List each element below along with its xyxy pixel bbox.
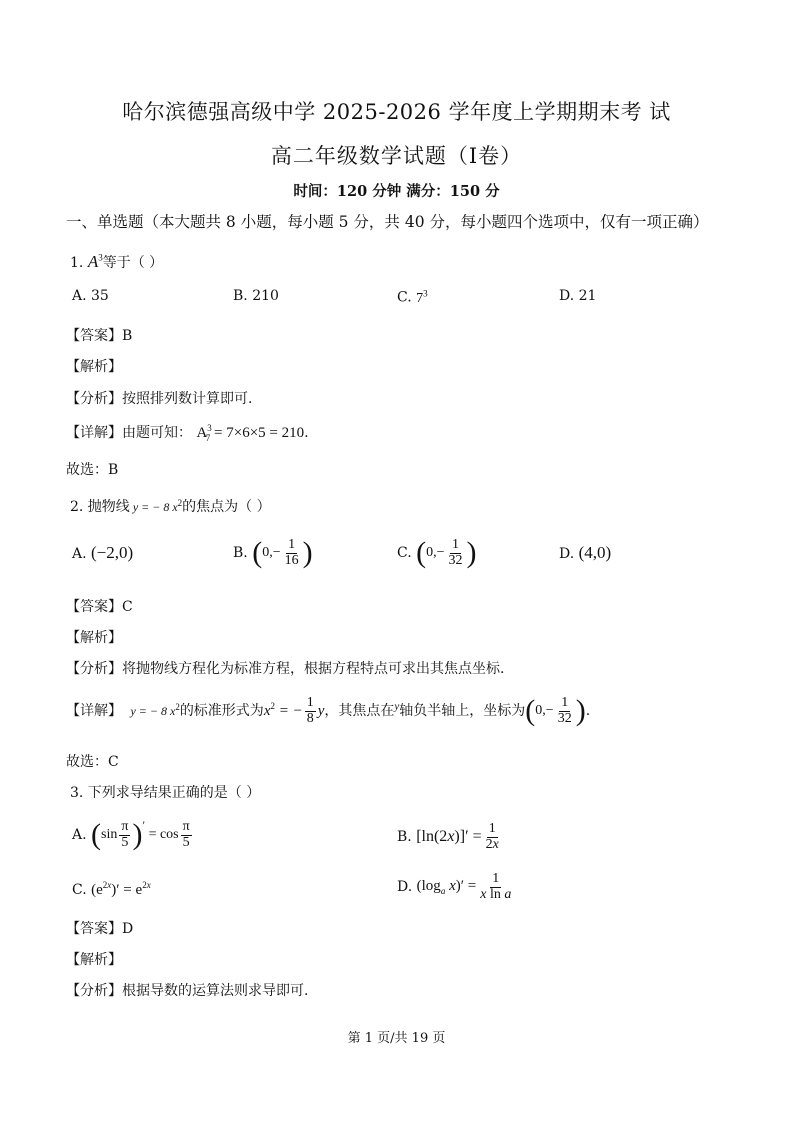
q1-option-c <box>397 288 428 307</box>
q1-detail-label: 【详解】由题可知： <box>66 425 192 441</box>
q2-answer: 【答案】C <box>66 599 133 615</box>
section-title: 一、单选题（本大题共 8 小题，每小题 5 分，共 40 分，每小题四个选项中，仅有一项正确） <box>66 213 709 231</box>
q3-option-c: C. $(e^{2x})' = e^{2x}$ <box>72 880 151 898</box>
q2-fenxi: 【分析】将抛物线方程化为标准方程，根据方程特点可求出其焦点坐标. <box>66 661 505 677</box>
q2-option-b: B. (0,− $\frac{1}{16}$ ) <box>233 536 313 569</box>
q1-number: 1. <box>70 255 84 271</box>
q1-stem-suffix: 等于（ ） <box>102 255 164 271</box>
q2-choose: 故选：C <box>66 754 119 770</box>
q2-stem <box>70 496 271 516</box>
q2-parabola-eq: y = − 8 $x^2$ <box>129 498 183 514</box>
q2-option-c: C. (0,− $\frac{1}{32}$ ) <box>397 536 477 569</box>
q2-number: 2. 抛物线 <box>70 499 130 515</box>
q2-detail-label: 【详解】 <box>66 703 122 719</box>
exam-title-line1: 哈尔滨德强高级中学 2025-2026 学年度上学期期末考 试 <box>122 100 671 124</box>
q2-option-d: D. (4,0) <box>559 543 612 562</box>
q1-answer: 【答案】B <box>66 328 133 344</box>
q3-stem: 3. 下列求导结果正确的是（ ） <box>70 785 261 801</box>
page-footer: 第 1 页/共 19 页 <box>347 1031 446 1046</box>
q1-fenxi: 【分析】按照排列数计算即可. <box>66 391 253 407</box>
q2-analysis-label: 【解析】 <box>66 630 122 646</box>
exam-title-line2: 高二年级数学试题（Ⅰ卷） <box>270 144 523 168</box>
q2-option-d-value: (4,0) <box>578 543 612 562</box>
exam-time-score: 时间：120 分钟 满分：150 分 <box>293 183 500 200</box>
q3-answer: 【答案】D <box>66 921 134 937</box>
q2-option-a-value: (−2,0) <box>91 543 134 562</box>
q1-perm-symbol: $A^3$ <box>87 252 103 271</box>
q1-detail-formula: $A^3_7 = 7\times 6\times 5 = 210$ <box>196 423 305 443</box>
q1-option-a: A. 35 <box>72 288 109 304</box>
q3-option-a: A. (sin $\frac{\pi}{5}$ )′ = cos $\frac{\pi}{5}$ <box>72 818 190 851</box>
q1-detail: 【详解】由题可知： $A^3_7 = 7\times 6\times 5 = 210$. <box>66 423 309 443</box>
q3-analysis-label: 【解析】 <box>66 952 122 968</box>
q2-option-a: A. (−2,0) <box>72 543 134 562</box>
q3-option-d: D. ($\log_a$ x)′ = $\frac{1}{\text{x ln a}}$ <box>397 871 512 902</box>
q2-detail: 【详解】 y = − 8 $x^2$的标准形式为$x^2$ = − $\frac{1}{8}$ y，其焦点在$^y$轴负半轴上，坐标为(0,− $\frac{1}{32}$ ). <box>66 694 591 727</box>
q1-option-c-value: $7^3$ <box>416 288 428 306</box>
q1-option-d: D. 21 <box>559 288 597 304</box>
q1-choose: 故选：B <box>66 462 119 478</box>
q1-stem <box>70 252 163 272</box>
q3-option-b: B. [ln(2x)]′ = $\frac{1}{2x}$ <box>397 821 499 852</box>
q2-stem-suffix: 的焦点为（ ） <box>182 499 271 515</box>
q1-option-b: B. 210 <box>233 288 279 304</box>
q3-fenxi: 【分析】根据导数的运算法则求导即可. <box>66 983 309 999</box>
q1-analysis-label: 【解析】 <box>66 359 122 375</box>
q1-option-c-label: C. <box>397 289 412 306</box>
